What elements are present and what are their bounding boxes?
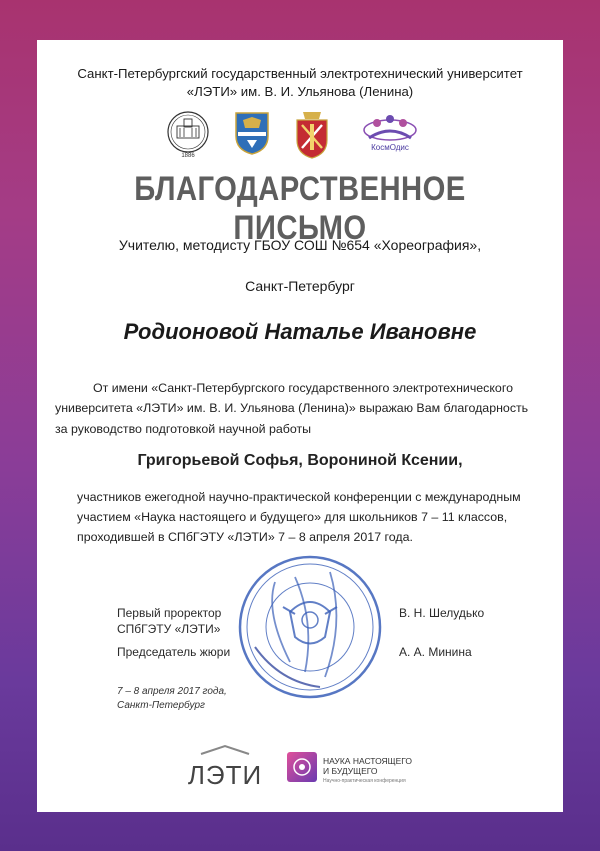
signer1-name: В. Н. Шелудько <box>399 606 485 620</box>
issue-city: Санкт-Петербург <box>117 700 205 711</box>
leti-logo-icon <box>183 744 267 790</box>
logo-year: 1886 <box>181 153 195 159</box>
conference-logo-text <box>323 756 412 786</box>
conference-logo-icon <box>287 752 317 782</box>
recipient-city: Санкт-Петербург <box>245 278 355 294</box>
conference-title-line2: И БУДУЩЕГО <box>323 766 378 776</box>
kosmodis-label: КосмОдис <box>371 143 409 152</box>
document-title: БЛАГОДАРСТВЕННОЕ ПИСЬМО <box>134 170 466 247</box>
university-name-line1: Санкт-Петербургский государственный электротехнический университет <box>77 66 523 81</box>
body-line-4: участников ежегодной научно-практической конференции с международным <box>77 490 521 504</box>
kosmodis-logo-icon <box>355 110 425 158</box>
conference-title-line1: НАУКА НАСТОЯЩЕГО <box>323 756 413 766</box>
body-line-5: участием «Наука настоящего и будущего» для школьников 7 – 11 классов, <box>77 510 508 524</box>
signer2-role: Председатель жюри <box>117 645 231 659</box>
issue-date: 7 – 8 апреля 2017 года, <box>117 686 227 697</box>
university-building-icon <box>165 110 211 160</box>
leti-logo-text: ЛЭТИ <box>187 760 263 790</box>
official-stamp-icon <box>235 552 385 702</box>
body-line-2: университета «ЛЭТИ» им. В. И. Ульянова (Ленина)» выражаю Вам благодарность <box>55 401 529 415</box>
signer1-role-line2: СПбГЭТУ «ЛЭТИ» <box>117 622 221 636</box>
recipient-name: Родионовой Наталье Ивановне <box>123 319 477 344</box>
university-name-line2: «ЛЭТИ» им. В. И. Ульянова (Ленина) <box>186 84 414 99</box>
body-line-6: проходившей в СПбГЭТУ «ЛЭТИ» 7 – 8 апреля 2017 года. <box>77 530 413 544</box>
body-line-1: От имени «Санкт-Петербургского государственного электротехнического <box>93 381 513 395</box>
signer2-name: А. А. Минина <box>399 645 472 659</box>
signer1-role-line1: Первый проректор <box>117 606 222 620</box>
logos-row <box>165 110 445 160</box>
conference-subtitle: Научно-практическая конференция <box>323 778 406 784</box>
certificate-sheet <box>37 40 563 812</box>
student-names: Григорьевой Софья, Ворониной Ксении, <box>137 452 463 469</box>
saint-petersburg-coat-of-arms-icon <box>291 110 333 160</box>
recipient-position: Учителю, методисту ГБОУ СОШ №654 «Хореография», <box>118 237 482 253</box>
body-line-3: за руководство подготовкой научной работы <box>55 422 312 436</box>
leningrad-oblast-coat-of-arms-icon <box>233 110 271 156</box>
